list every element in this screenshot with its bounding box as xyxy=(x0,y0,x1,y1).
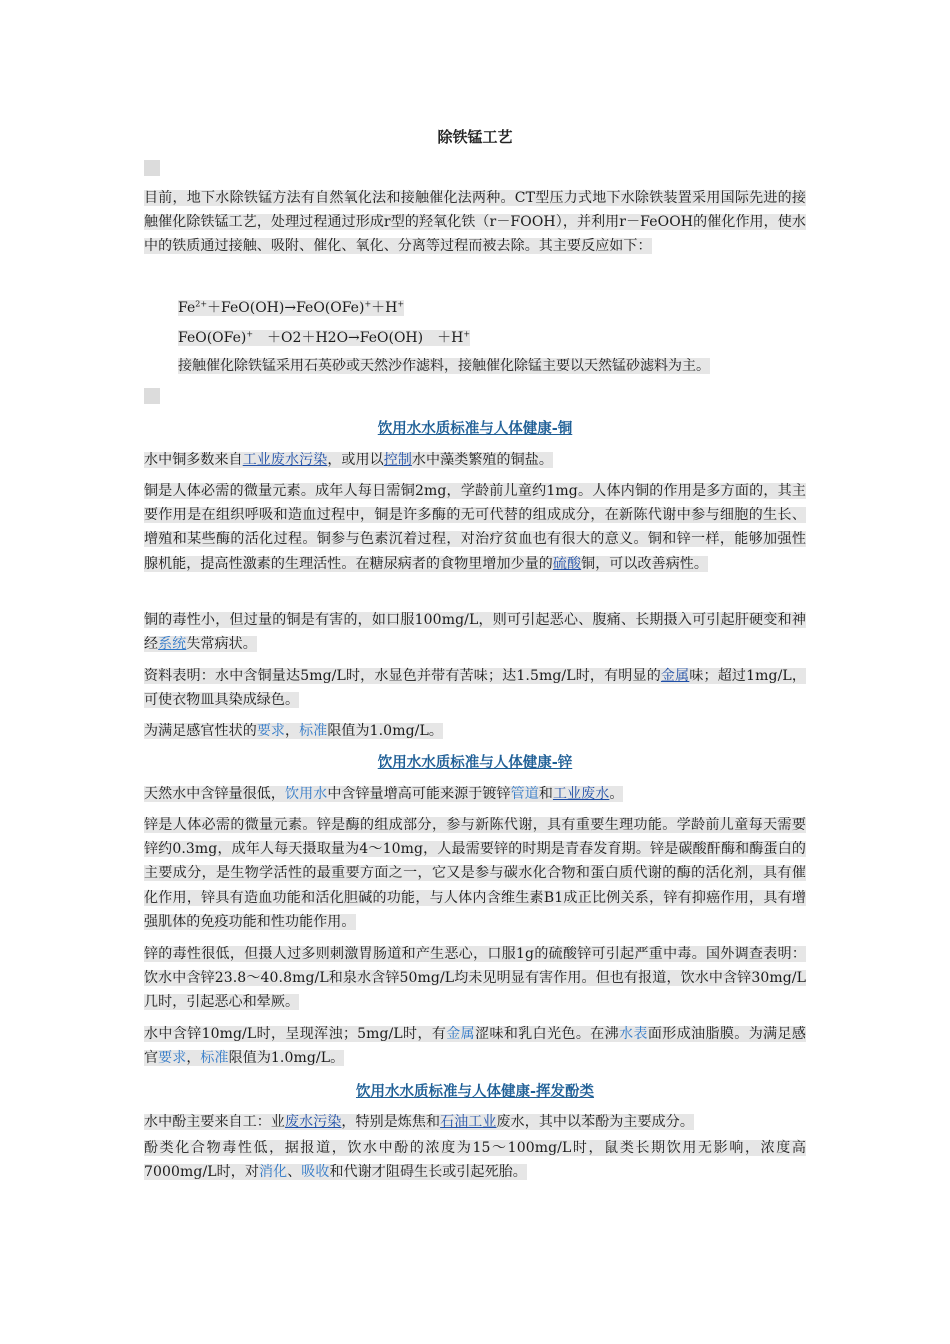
section-heading-phenol[interactable]: 饮用水水质标准与人体健康-挥发酚类 xyxy=(355,1084,595,1100)
link-standard[interactable]: 标准 xyxy=(299,723,328,739)
copper-paragraph-1: 水中铜多数来自工业废水污染，或用以控制水中藻类繁殖的铜盐。 xyxy=(144,452,553,468)
link-system[interactable]: 系统 xyxy=(158,636,187,653)
link-requirements-zinc[interactable]: 要求 xyxy=(158,1050,187,1067)
section-heading-copper[interactable]: 饮用水水质标准与人体健康-铜 xyxy=(377,421,573,437)
page-title: 除铁锰工艺 xyxy=(437,128,513,146)
link-metal-zinc[interactable]: 金属 xyxy=(446,1026,476,1042)
link-digestion[interactable]: 消化 xyxy=(258,1164,288,1181)
copper-paragraph-2: 铜是人体必需的微量元素。成年人每日需铜2mg，学龄前儿童约1mg。人体内铜的作用是多方面的，其主要作用是在组织呼吸和造血过程中，铜是许多酶的无可代替的组成成分，在新陈代谢中参与细胞的生长、增殖和某些酶的活化过程。铜参与色素沉着过程，对治疗贫血也有很大的意义。铜和锌一样，能够加强性腺机能，提高性激素的生理活性。在糖尿病者的食物里增加少量的硫酸铜，可以改善病性。 xyxy=(144,483,806,572)
link-industrial-wastewater[interactable]: 工业废水 xyxy=(552,786,610,802)
zinc-paragraph-4: 水中含锌10mg/L时，呈现浑浊；5mg/L时，有金属涩味和乳白光色。在沸水表面形成油脂膜。为满足感官要求，标准限值为1.0mg/L。 xyxy=(144,1026,807,1067)
phenol-paragraph-1: 水中酚主要来自工：业废水污染，特别是炼焦和石油工业废水，其中以苯酚为主要成分。 xyxy=(144,1114,694,1130)
zinc-paragraph-1: 天然水中含锌量很低，饮用水中含锌量增高可能来源于镀锌管道和工业废水。 xyxy=(144,786,624,802)
image-placeholder-icon xyxy=(144,160,160,176)
image-placeholder-icon xyxy=(144,388,160,404)
copper-paragraph-4: 资料表明：水中含铜量达5mg/L时，水显色并带有苦味；达1.5mg/L时，有明显的金属味；超过1mg/L，可使衣物皿具染成绿色。 xyxy=(144,668,806,709)
link-drinking-water[interactable]: 饮用水 xyxy=(285,786,328,802)
equation-2: FeO(OFe)+ ＋O2＋H2O→FeO(OH) ＋H+ xyxy=(178,329,471,346)
link-industrial-wastewater-pollution[interactable]: 工业废水污染 xyxy=(242,452,328,468)
intro-note: 接触催化除铁锰采用石英砂或天然沙作滤料，接触催化除锰主要以天然锰砂滤料为主。 xyxy=(178,358,710,374)
link-absorption[interactable]: 吸收 xyxy=(301,1164,330,1181)
zinc-paragraph-2: 锌是人体必需的微量元素。锌是酶的组成部分，参与新陈代谢，具有重要生理功能。学龄前儿童每天需要锌约0.3mg，成年人每天摄取量为4～10mg，人最需要锌的时期是青春发育期。锌是碳酸酐酶和酶蛋白的主要成分，是生物学活性的最重要方面之一，它又是参与碳水化合物和蛋白质代谢的酶的活化剂，具有催化作用，锌具有造血功能和活化胆碱的功能，与人体内含维生素B1成正比例关系，锌有抑癌作用，具有增强肌体的免疫功能和性功能作用。 xyxy=(144,817,806,930)
copper-paragraph-5: 为满足感官性状的要求，标准限值为1.0mg/L。 xyxy=(144,723,443,739)
link-pipes[interactable]: 管道 xyxy=(510,786,539,802)
link-requirements[interactable]: 要求 xyxy=(256,723,286,739)
link-standard-zinc[interactable]: 标准 xyxy=(200,1050,229,1067)
link-water-surface[interactable]: 水表 xyxy=(619,1026,648,1042)
zinc-paragraph-3: 锌的毒性很低，但摄人过多则刺激胃肠道和产生恶心，口服1g的硫酸锌可引起严重中毒。国外调查表明：饮水中含锌23.8～40.8mg/L和泉水含锌50mg/L均未见明显有害作用。但也有报道，饮水中含锌30mg/L几时，引起恶心和晕厥。 xyxy=(144,946,806,1011)
section-heading-zinc[interactable]: 饮用水水质标准与人体健康-锌 xyxy=(377,755,573,771)
intro-paragraph xyxy=(144,186,806,259)
link-wastewater-pollution[interactable]: 废水污染 xyxy=(285,1114,342,1130)
link-control[interactable]: 控制 xyxy=(383,452,412,468)
link-sulfuric-acid[interactable]: 硫酸 xyxy=(552,555,582,572)
link-petroleum-industry[interactable]: 石油工业 xyxy=(440,1114,497,1130)
copper-paragraph-3: 铜的毒性小，但过量的铜是有害的，如口服100mg/L，则可引起恶心、腹痛、长期摄入可引起肝硬变和神经系统失常病状。 xyxy=(144,612,806,653)
link-metal[interactable]: 金属 xyxy=(660,668,690,684)
phenol-paragraph-2: 酚类化合物毒性低，据报道，饮水中酚的浓度为15～100mg/L时，鼠类长期饮用无影响，浓度高7000mg/L时，对消化、吸收和代谢才阻碍生长或引起死胎。 xyxy=(144,1140,806,1181)
equation-1: $Fe^{2+}+FeO(OH)\to FeO(OFe)^++H^+$ xyxy=(178,299,405,316)
intro-text: 目前，地下水除铁锰方法有自然氧化法和接触催化法两种。CT型压力式地下水除铁装置采用国际先进的接触催化除铁锰工艺，处理过程通过形成r型的羟氧化铁（r－FOOH），并利用r－FeOOH的催化作用，使水中的铁质通过接触、吸附、催化、氧化、分离等过程而被去除。其主要反应如下： xyxy=(144,190,806,255)
